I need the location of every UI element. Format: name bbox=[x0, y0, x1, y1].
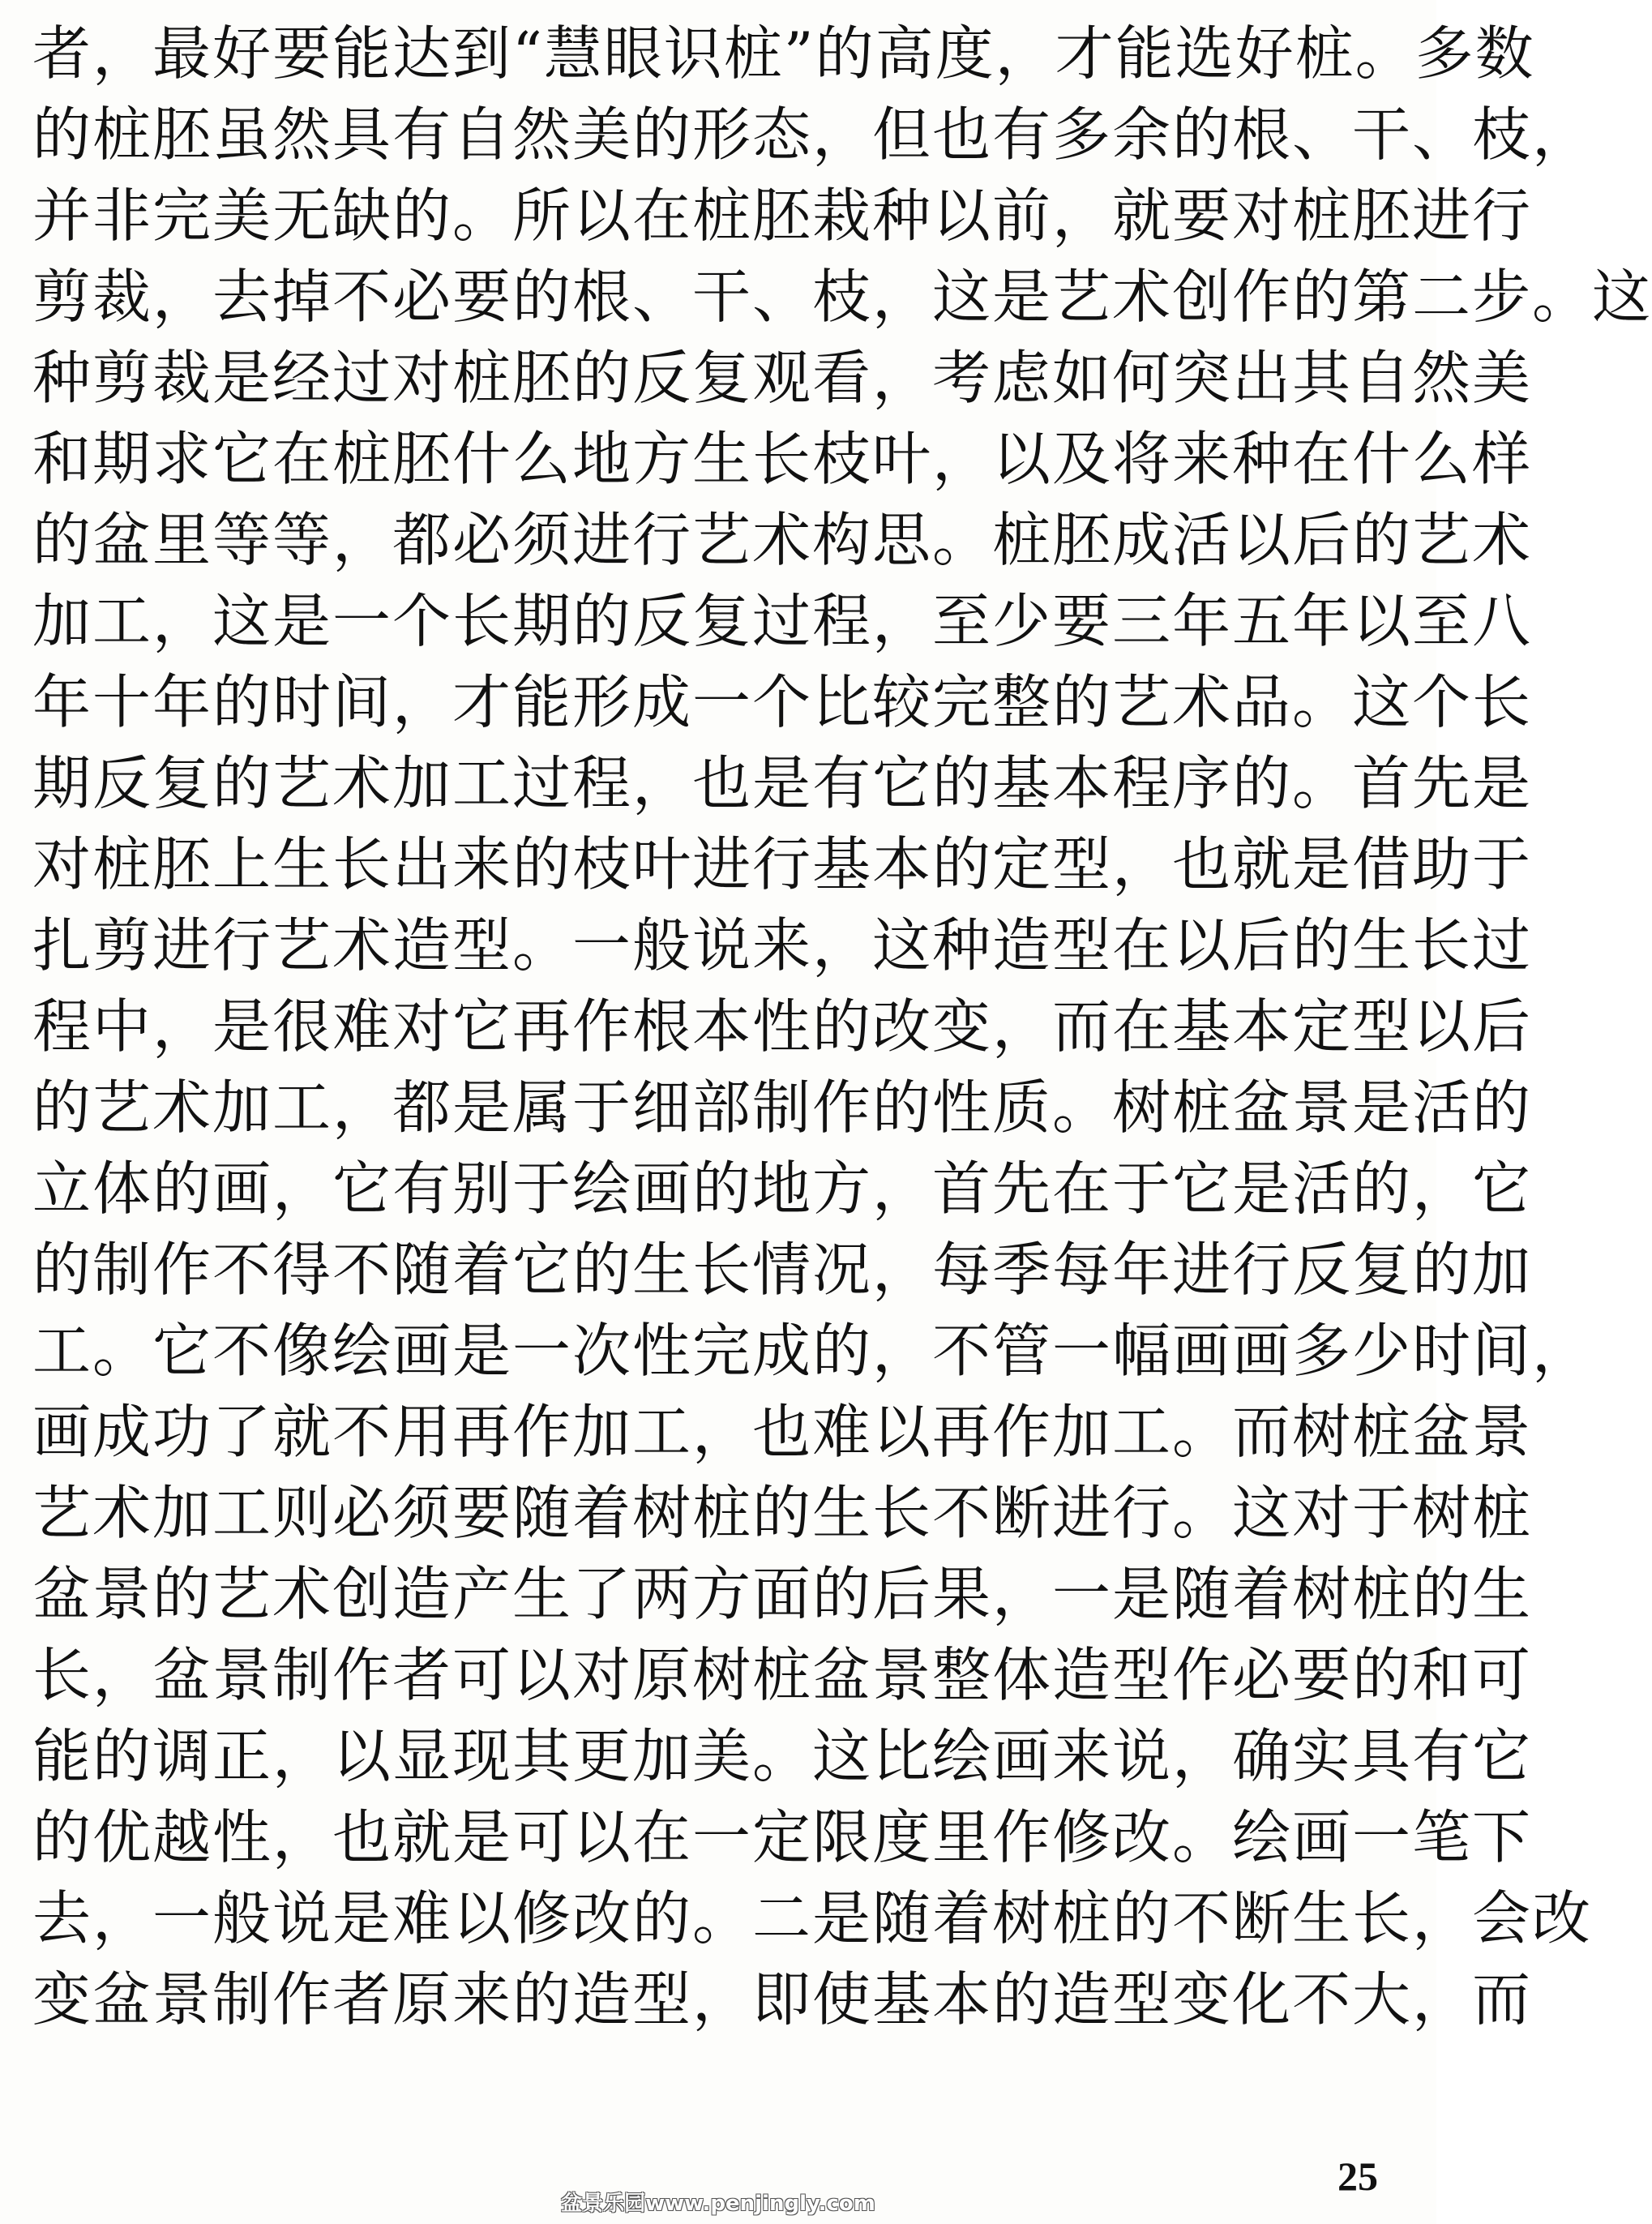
text-line: 剪裁，去掉不必要的根、干、枝，这是艺术创作的第二步。这 bbox=[32, 263, 1652, 331]
page-number: 25 bbox=[1337, 2153, 1378, 2199]
text-line: 的制作不得不随着它的生长情况，每季每年进行反复的加 bbox=[32, 1236, 1533, 1304]
text-line: 盆景的艺术创造产生了两方面的后果，一是随着树桩的生 bbox=[32, 1560, 1533, 1628]
text-line: 能的调正，以显现其更加美。这比绘画来说，确实具有它 bbox=[32, 1722, 1533, 1790]
text-line: 画成功了就不用再作加工，也难以再作加工。而树桩盆景 bbox=[32, 1398, 1533, 1466]
text-line: 的桩胚虽然具有自然美的形态，但也有多余的根、干、枝， bbox=[32, 101, 1593, 169]
text-line: 并非完美无缺的。所以在桩胚栽种以前，就要对桩胚进行 bbox=[32, 182, 1533, 250]
text-line: 和期求它在桩胚什么地方生长枝叶，以及将来种在什么样 bbox=[32, 425, 1533, 493]
text-line: 的盆里等等，都必须进行艺术构思。桩胚成活以后的艺术 bbox=[32, 506, 1533, 574]
text-line: 长，盆景制作者可以对原树桩盆景整体造型作必要的和可 bbox=[32, 1641, 1533, 1709]
text-line: 立体的画，它有别于绘画的地方，首先在于它是活的，它 bbox=[32, 1155, 1533, 1223]
text-line: 对桩胚上生长出来的枝叶进行基本的定型，也就是借助于 bbox=[32, 830, 1533, 898]
text-line: 程中，是很难对它再作根本性的改变，而在基本定型以后 bbox=[32, 992, 1533, 1061]
text-line: 工。它不像绘画是一次性完成的，不管一幅画画多少时间， bbox=[32, 1317, 1593, 1385]
text-line: 期反复的艺术加工过程，也是有它的基本程序的。首先是 bbox=[32, 749, 1533, 817]
text-line: 加工，这是一个长期的反复过程，至少要三年五年以至八 bbox=[32, 587, 1533, 655]
text-line: 年十年的时间，才能形成一个比较完整的艺术品。这个长 bbox=[32, 668, 1533, 736]
text-line: 艺术加工则必须要随着树桩的生长不断进行。这对于树桩 bbox=[32, 1479, 1533, 1547]
text-line: 扎剪进行艺术造型。一般说来，这种造型在以后的生长过 bbox=[32, 911, 1533, 979]
watermark: 盆景乐园www.penjingly.com bbox=[561, 2192, 875, 2216]
text-line: 的优越性，也就是可以在一定限度里作修改。绘画一笔下 bbox=[32, 1803, 1533, 1871]
text-line: 种剪裁是经过对桩胚的反复观看，考虑如何突出其自然美 bbox=[32, 344, 1533, 412]
text-line: 的艺术加工，都是属于细部制作的性质。树桩盆景是活的 bbox=[32, 1073, 1533, 1142]
text-line: 变盆景制作者原来的造型，即使基本的造型变化不大，而 bbox=[32, 1965, 1533, 2033]
body-text bbox=[32, 13, 1652, 2040]
text-line: 者，最好要能达到“慧眼识桩”的高度，才能选好桩。多数 bbox=[32, 19, 1535, 88]
text-line: 去，一般说是难以修改的。二是随着树桩的不断生长，会改 bbox=[32, 1884, 1593, 1952]
